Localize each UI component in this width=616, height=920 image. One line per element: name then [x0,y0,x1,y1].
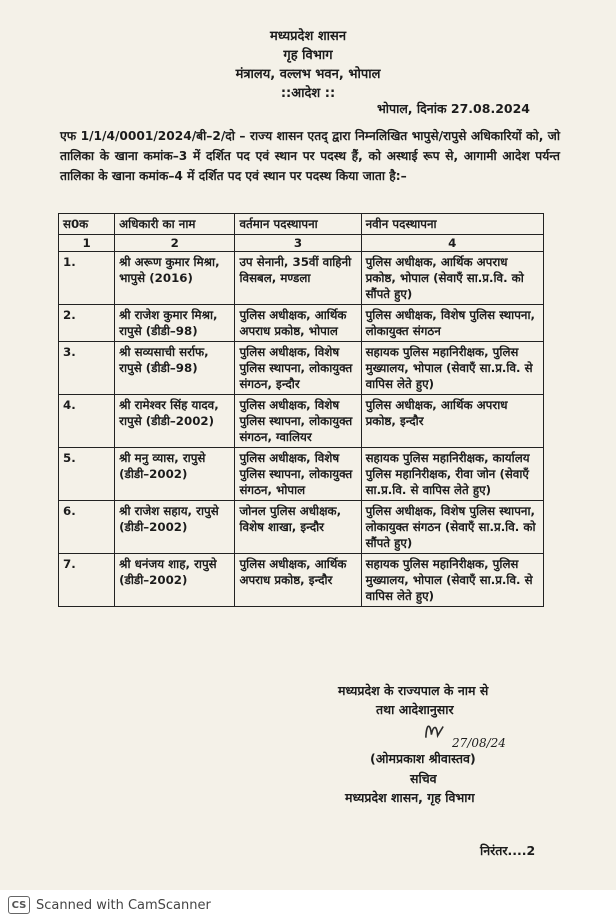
header-current-posting: वर्तमान पदस्थापना [235,214,361,235]
col-number: 1 [59,235,115,252]
table-row [59,501,544,554]
table-row [59,252,544,305]
header-order-title: ::आदेश :: [280,86,336,101]
continued-note: निरंतर....2 [480,843,536,858]
cell-current-posting: उप सेनानी, 35वीं वाहिनी विसबल, मण्डला [235,252,361,305]
cell-current-posting: पुलिस अधीक्षक, आर्थिक अपराध प्रकोष्ठ, भोपाल [235,305,361,342]
cell-serial: 5. [59,448,115,501]
signatory-name: (ओमप्रकाश श्रीवास्तव) [370,751,476,766]
cell-current-posting: पुलिस अधीक्षक, विशेष पुलिस स्थापना, लोकायुक्त संगठन, इन्दौर [235,342,361,395]
table-column-number-row [59,235,544,252]
order-date: भोपाल, दिनांक 27.08.2024 [376,101,530,116]
cell-serial: 6. [59,501,115,554]
cell-serial: 3. [59,342,115,395]
col-number: 3 [235,235,361,252]
col-number: 4 [361,235,543,252]
header-officer-name: अधिकारी का नाम [115,214,235,235]
cell-serial: 7. [59,554,115,607]
table-row [59,342,544,395]
cell-serial: 1. [59,252,115,305]
cell-current-posting: पुलिस अधीक्षक, आर्थिक अपराध प्रकोष्ठ, इन्दौर [235,554,361,607]
cell-new-posting: पुलिस अधीक्षक, आर्थिक अपराध प्रकोष्ठ, भोपाल (सेवाएँ सा.प्र.वि. को सौंपते हुए) [361,252,543,305]
table-row [59,305,544,342]
scanner-footer [0,890,616,920]
cell-new-posting: सहायक पुलिस महानिरीक्षक, कार्यालय पुलिस महानिरीक्षक, रीवा जोन (सेवाएँ सा.प्र.वि. से वापिस लेते हुए) [361,448,543,501]
header-serial: स0क [59,214,115,235]
cell-new-posting: पुलिस अधीक्षक, विशेष पुलिस स्थापना, लोकायुक्त संगठन (सेवाएँ सा.प्र.वि. को सौंपते हुए) [361,501,543,554]
cell-officer-name: श्री राजेश कुमार मिश्रा, रापुसे (डीडी–98) [115,305,235,342]
header-address: मंत्रालय, वल्लभ भवन, भोपाल [235,67,381,82]
cell-new-posting: सहायक पुलिस महानिरीक्षक, पुलिस मुख्यालय, भोपाल (सेवाएँ सा.प्र.वि. से वापिस लेते हुए) [361,554,543,607]
handwritten-date: 27/08/24 [452,736,506,750]
signature-order-line: तथा आदेशानुसार [376,702,454,717]
table-row [59,395,544,448]
cell-officer-name: श्री सव्यसाची सर्राफ, रापुसे (डीडी–98) [115,342,235,395]
table-row [59,554,544,607]
table-header-row [59,214,544,235]
cell-current-posting: पुलिस अधीक्षक, विशेष पुलिस स्थापना, लोकायुक्त संगठन, भोपाल [235,448,361,501]
cell-new-posting: सहायक पुलिस महानिरीक्षक, पुलिस मुख्यालय, भोपाल (सेवाएँ सा.प्र.वि. से वापिस लेते हुए) [361,342,543,395]
cell-serial: 2. [59,305,115,342]
cell-new-posting: पुलिस अधीक्षक, विशेष पुलिस स्थापना, लोकायुक्त संगठन [361,305,543,342]
posting-table [58,213,544,607]
cell-serial: 4. [59,395,115,448]
col-number: 2 [115,235,235,252]
cell-new-posting: पुलिस अधीक्षक, आर्थिक अपराध प्रकोष्ठ, इन्दौर [361,395,543,448]
cell-current-posting: पुलिस अधीक्षक, विशेष पुलिस स्थापना, लोकायुक्त संगठन, ग्वालियर [235,395,361,448]
cell-officer-name: श्री राजेश सहाय, रापुसे (डीडी–2002) [115,501,235,554]
order-intro-paragraph: एफ 1/1/4/0001/2024/बी–2/दो – राज्य शासन एतद् द्वारा निम्नलिखित भापुसे/रापुसे अधिकारियों को, जो तालिका के खाना कमांक–3 में दर्शित पद एवं स्थान पर पदस्थ हैं, को अस्थाई रूप से, आगामी आदेश पर्यन्त तालिका के खाना कमांक–4 में दर्शित पद एवं स्थान पर पदस्थ किया जाता है:– [60,129,560,183]
signatory-department: मध्यप्रदेश शासन, गृह विभाग [345,790,475,805]
cell-officer-name: श्री धनंजय शाह, रापुसे (डीडी–2002) [115,554,235,607]
signature-authority-line: मध्यप्रदेश के राज्यपाल के नाम से [338,683,489,698]
cell-officer-name: श्री अरूण कुमार मिश्रा, भापुसे (2016) [115,252,235,305]
header-govt: मध्यप्रदेश शासन [269,29,347,44]
cell-officer-name: श्री रामेश्वर सिंह यादव, रापुसे (डीडी–2002) [115,395,235,448]
cell-current-posting: जोनल पुलिस अधीक्षक, विशेष शाखा, इन्दौर [235,501,361,554]
handwritten-signature-icon [420,716,450,748]
signatory-designation: सचिव [410,771,437,786]
table-row [59,448,544,501]
header-department: गृह विभाग [283,48,333,63]
cell-officer-name: श्री मनु व्यास, रापुसे (डीडी–2002) [115,448,235,501]
camscanner-logo-icon: CS [8,896,30,914]
header-new-posting: नवीन पदस्थापना [361,214,543,235]
scanner-watermark-text: Scanned with CamScanner [36,897,211,913]
